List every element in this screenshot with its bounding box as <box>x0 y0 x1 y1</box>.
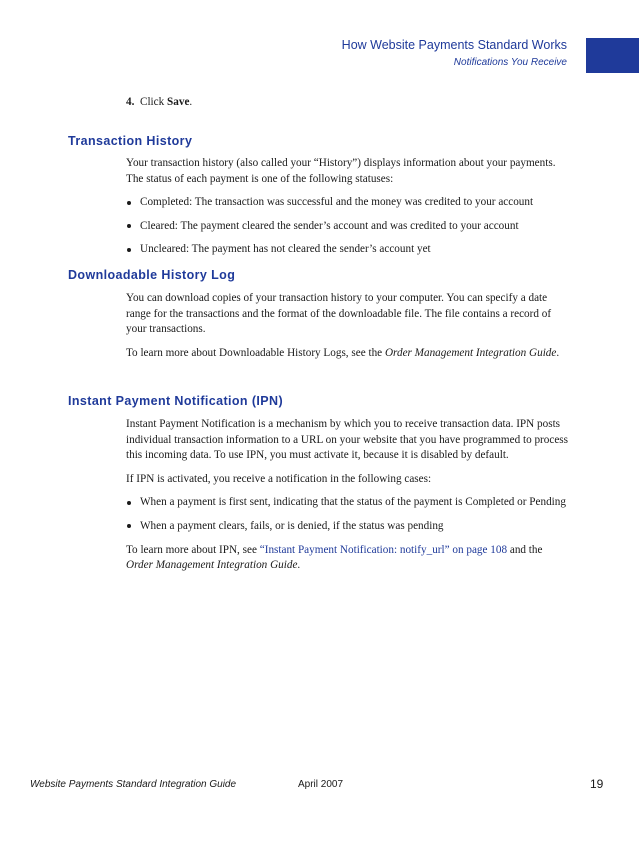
ipn-para1: Instant Payment Notification is a mechanism by which you to receive transaction data. IPN posts individual transaction information to a URL on your website that you have programmed to process this incoming data. To use IPN, you must activate it, because it is disabled by default. <box>126 418 569 462</box>
downloadable-history-para1: You can download copies of your transaction history to your computer. You can specify a date range for the transactions and the format of the downloadable file. The file contains a record of your transactions. <box>126 292 552 336</box>
step-action: Save <box>167 96 190 108</box>
guide-reference: Order Management Integration Guide <box>384 346 557 359</box>
ipn-notify-url-link[interactable]: “Instant Payment Notification: notify_url” on page 108 <box>259 543 508 556</box>
ipn-para3: To learn more about IPN, see “Instant Payment Notification: notify_url” on page 108 and the Order Management Integration Guide. <box>126 543 543 572</box>
list-item: Uncleared: The payment has not cleared the sender’s account yet <box>126 242 572 258</box>
section-heading-ipn: Instant Payment Notification (IPN) <box>68 394 284 408</box>
running-header-title: How Website Payments Standard Works <box>341 38 567 52</box>
ipn-body <box>126 417 572 574</box>
downloadable-history-para2: To learn more about Downloadable History Logs, see the Order Management Integration Guide. <box>126 346 560 359</box>
header-color-block <box>586 38 639 73</box>
bullet-icon <box>127 201 131 205</box>
step-end: . <box>189 96 193 108</box>
list-item: Completed: The transaction was successful and the money was credited to your account <box>126 195 572 211</box>
transaction-history-body <box>126 156 572 258</box>
step-text: Click <box>139 96 168 108</box>
footer-guide-title: Website Payments Standard Integration Guide <box>30 779 237 790</box>
step-number: 4. <box>126 96 135 108</box>
list-item: Cleared: The payment cleared the sender’s account and was credited to your account <box>126 219 572 235</box>
bullet-icon <box>127 524 131 528</box>
footer-date: April 2007 <box>298 779 344 790</box>
running-header-subtitle: Notifications You Receive <box>453 57 567 68</box>
ipn-para2: If IPN is activated, you receive a notification in the following cases: <box>126 472 432 485</box>
list-item: When a payment is first sent, indicating that the status of the payment is Completed or Pending <box>126 495 572 511</box>
step-4 <box>126 96 192 108</box>
ipn-cases-list <box>126 495 572 534</box>
list-item: When a payment clears, fails, or is denied, if the status was pending <box>126 519 572 535</box>
downloadable-history-body <box>126 291 572 361</box>
section-heading-transaction-history: Transaction History <box>68 134 193 148</box>
guide-reference: Order Management Integration Guide <box>126 559 298 572</box>
status-list <box>126 195 572 258</box>
transaction-history-intro: Your transaction history (also called your “History”) displays information about your payments. The status of each payment is one of the following statuses: <box>126 157 556 185</box>
bullet-icon <box>127 224 131 228</box>
page-number: 19 <box>590 777 604 791</box>
bullet-icon <box>127 501 131 505</box>
bullet-icon <box>127 248 131 252</box>
section-heading-downloadable-history-log: Downloadable History Log <box>68 268 236 282</box>
